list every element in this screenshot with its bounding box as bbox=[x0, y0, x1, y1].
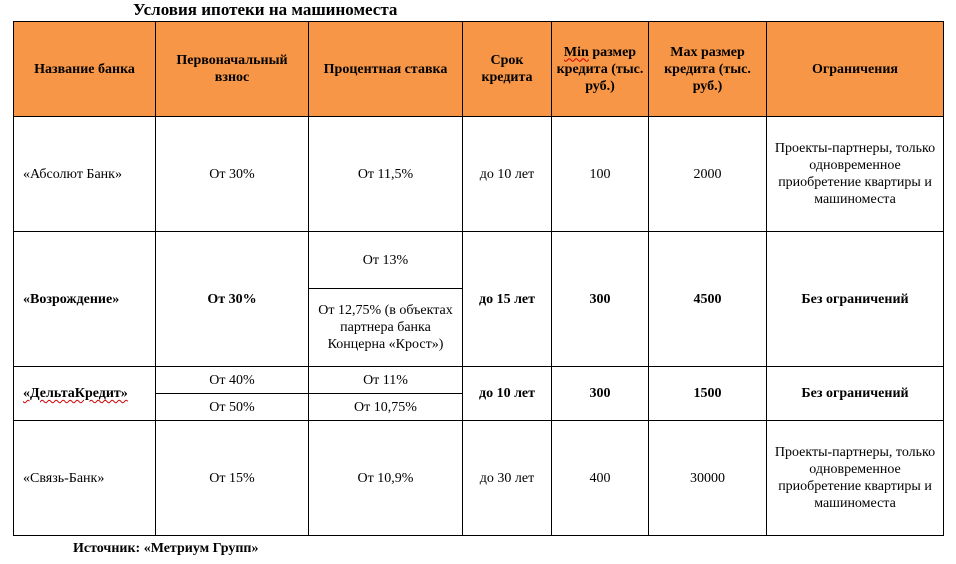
restrictions: Без ограничений bbox=[767, 367, 944, 421]
loan-term: до 15 лет bbox=[463, 232, 552, 367]
max-credit: 4500 bbox=[649, 232, 767, 367]
down-payment: От 30% bbox=[156, 232, 309, 367]
min-credit: 400 bbox=[552, 421, 649, 536]
header-restrictions: Ограничения bbox=[767, 22, 944, 117]
header-term: Срок кредита bbox=[463, 22, 552, 117]
header-max-credit: Max размер кредита (тыс. руб.) bbox=[649, 22, 767, 117]
max-credit: 1500 bbox=[649, 367, 767, 421]
loan-term: до 10 лет bbox=[463, 367, 552, 421]
bank-name: «Абсолют Банк» bbox=[14, 117, 156, 232]
header-down-payment: Первоначальный взнос bbox=[156, 22, 309, 117]
interest-rate: От 10,75% bbox=[309, 394, 463, 421]
restrictions: Проекты-партнеры, только одновременное приобретение квартиры и машиноместа bbox=[767, 117, 944, 232]
bank-name-text: «ДельтаКредит» bbox=[23, 386, 128, 401]
min-credit: 300 bbox=[552, 232, 649, 367]
loan-term: до 10 лет bbox=[463, 117, 552, 232]
table-row bbox=[14, 367, 944, 394]
interest-rate: От 11% bbox=[309, 367, 463, 394]
bank-name: «Возрождение» bbox=[14, 232, 156, 367]
table-row bbox=[14, 232, 944, 289]
table-row bbox=[14, 421, 944, 536]
header-min-rest: размер кредита (тыс. руб.) bbox=[556, 44, 644, 94]
document-title: Условия ипотеки на машиноместа bbox=[133, 0, 398, 19]
bank-name: «Связь-Банк» bbox=[14, 421, 156, 536]
header-min-prefix: Min bbox=[563, 44, 589, 60]
loan-term: до 30 лет bbox=[463, 421, 552, 536]
down-payment: От 30% bbox=[156, 117, 309, 232]
down-payment: От 50% bbox=[156, 394, 309, 421]
max-credit: 2000 bbox=[649, 117, 767, 232]
header-bank: Название банка bbox=[14, 22, 156, 117]
interest-rate: От 13% bbox=[309, 232, 463, 289]
table-row bbox=[14, 117, 944, 232]
interest-rate: От 11,5% bbox=[309, 117, 463, 232]
bank-name bbox=[14, 367, 156, 421]
source-note: Источник: «Метриум Групп» bbox=[73, 541, 259, 556]
interest-rate: От 10,9% bbox=[309, 421, 463, 536]
restrictions: Без ограничений bbox=[767, 232, 944, 367]
restrictions: Проекты-партнеры, только одновременное приобретение квартиры и машиноместа bbox=[767, 421, 944, 536]
max-credit: 30000 bbox=[649, 421, 767, 536]
mortgage-table bbox=[13, 21, 944, 536]
min-credit: 300 bbox=[552, 367, 649, 421]
min-credit: 100 bbox=[552, 117, 649, 232]
down-payment: От 40% bbox=[156, 367, 309, 394]
header-row bbox=[14, 22, 944, 117]
header-rate: Процентная ставка bbox=[309, 22, 463, 117]
header-min-credit bbox=[552, 22, 649, 117]
interest-rate-partner: От 12,75% (в объектах партнера банка Концерна «Крост») bbox=[309, 289, 463, 367]
down-payment: От 15% bbox=[156, 421, 309, 536]
